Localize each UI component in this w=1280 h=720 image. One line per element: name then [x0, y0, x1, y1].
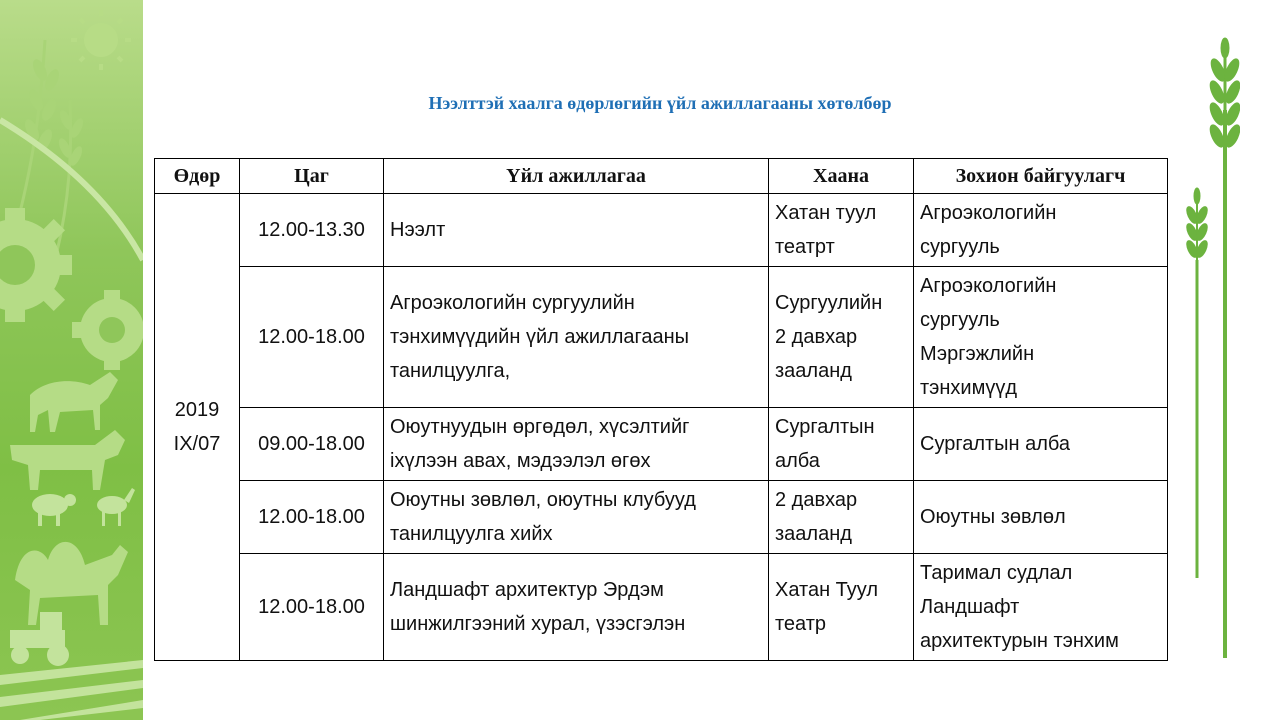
organizer-cell — [914, 481, 1168, 554]
activity-line: iхүлээн авах, мэдээлэл өгөх — [390, 450, 651, 472]
activity-line: Оюутнуудын өргөдөл, хүсэлтийг — [390, 416, 690, 438]
table-row — [155, 408, 1168, 481]
header-place: Хаана — [769, 159, 914, 194]
camel-icon — [15, 542, 128, 625]
header-activity: Үйл ажиллагаа — [384, 159, 769, 194]
place-line: зааланд — [775, 360, 852, 382]
goat-icon — [97, 488, 135, 526]
day-date: IX/07 — [173, 433, 221, 455]
activity-line: Ландшафт архитектур Эрдэм — [390, 579, 664, 601]
table-row — [155, 267, 1168, 408]
activity-line: шинжилгээний хурал, үзэсгэлэн — [390, 613, 686, 635]
header-day: Өдөр — [155, 159, 240, 194]
day-year: 2019 — [174, 399, 220, 421]
place-line: зааланд — [775, 523, 852, 545]
table-header-row — [155, 159, 1168, 194]
time-cell: 12.00-18.00 — [240, 554, 384, 661]
table-row — [155, 554, 1168, 661]
page-title: Нээлттэй хаалга өдөрлөгийн үйл ажиллагааны хөтөлбөр — [428, 93, 892, 113]
organizer-line: сургууль — [920, 236, 1000, 258]
organizer-line: сургууль — [920, 309, 1000, 331]
organizer-line: Сургалтын алба — [920, 433, 1071, 455]
activity-cell — [384, 554, 769, 661]
organizer-line: Таримал судлал — [920, 562, 1073, 584]
activity-cell — [384, 481, 769, 554]
place-line: алба — [775, 450, 820, 472]
organizer-line: Оюутны зөвлөл — [920, 506, 1066, 528]
sheep-icon — [32, 494, 76, 526]
table-row — [155, 481, 1168, 554]
organizer-line: Мэргэжлийн — [920, 343, 1035, 365]
organizer-cell — [914, 194, 1168, 267]
activity-line: Нээлт — [390, 219, 446, 241]
organizer-line: Ландшафт — [920, 596, 1020, 618]
place-cell — [769, 194, 914, 267]
place-line: Хатан Туул — [775, 579, 879, 601]
day-cell — [155, 194, 240, 661]
organizer-line: тэнхимүүд — [920, 377, 1018, 399]
place-line: Сургалтын — [775, 416, 875, 438]
activity-line: танилцуулга, — [390, 360, 511, 382]
organizer-line: Агроэкологийн — [920, 275, 1057, 297]
place-cell — [769, 267, 914, 408]
organizer-line: Агроэкологийн — [920, 202, 1057, 224]
activity-cell — [384, 194, 769, 267]
tractor-icon — [10, 612, 69, 666]
place-cell — [769, 408, 914, 481]
sun-icon — [71, 10, 131, 70]
place-line: 2 давхар — [775, 326, 858, 348]
time-cell: 12.00-13.30 — [240, 194, 384, 267]
activity-cell — [384, 408, 769, 481]
header-organizer: Зохион байгуулагч — [914, 159, 1168, 194]
place-cell — [769, 554, 914, 661]
activity-line: танилцуулга хийх — [390, 523, 553, 545]
activity-line: Оюутны зөвлөл, оюутны клубууд — [390, 489, 696, 511]
organizer-cell — [914, 408, 1168, 481]
activity-line: тэнхимүүдийн үйл ажиллагааны — [390, 326, 690, 348]
organizer-cell — [914, 267, 1168, 408]
activity-cell — [384, 267, 769, 408]
place-line: театр — [775, 613, 827, 635]
place-line: Хатан туул — [775, 202, 877, 224]
wheat-icon — [1180, 30, 1240, 670]
time-cell: 12.00-18.00 — [240, 481, 384, 554]
gear-icon — [0, 208, 143, 370]
field-icon — [0, 660, 143, 720]
place-line: театрт — [775, 236, 835, 258]
place-cell — [769, 481, 914, 554]
place-line: 2 давхар — [775, 489, 858, 511]
organizer-cell — [914, 554, 1168, 661]
place-line: Сургуулийн — [775, 292, 883, 314]
schedule-table — [154, 158, 1168, 661]
horse-icon — [30, 372, 118, 432]
cow-icon — [10, 430, 125, 490]
organizer-line: архитектурын тэнхим — [920, 630, 1119, 652]
table-row — [155, 194, 1168, 267]
time-cell: 12.00-18.00 — [240, 267, 384, 408]
activity-line: Агроэкологийн сургуулийн — [390, 292, 635, 314]
header-time: Цаг — [240, 159, 384, 194]
time-cell: 09.00-18.00 — [240, 408, 384, 481]
